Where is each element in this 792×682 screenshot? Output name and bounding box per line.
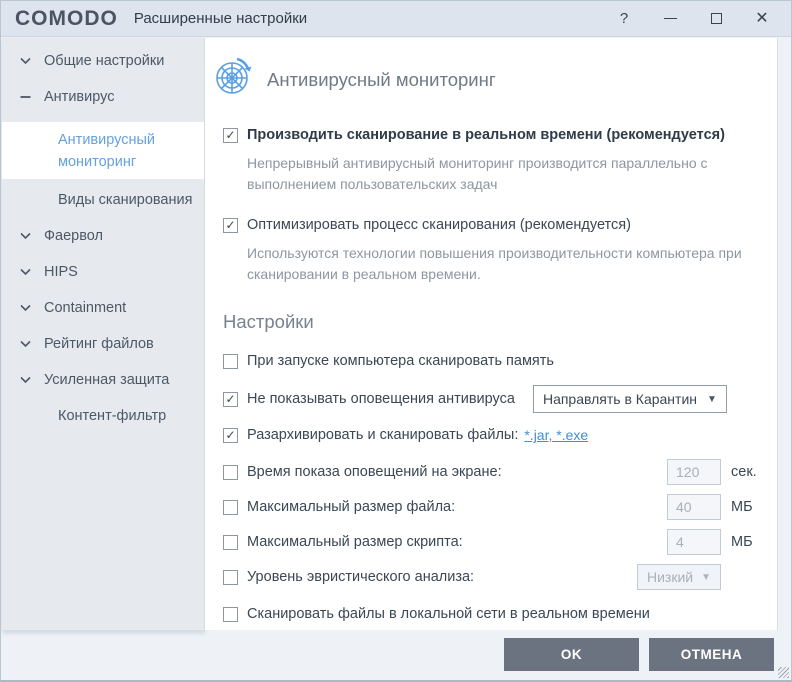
optimize-scan-row: [205, 217, 777, 233]
ok-button[interactable]: OK: [504, 638, 639, 671]
alert-time-checkbox[interactable]: [223, 465, 238, 480]
window-controls: [593, 6, 777, 32]
alert-time-input[interactable]: [667, 459, 721, 485]
heuristic-level-row: [205, 564, 777, 590]
network-scan-row: [205, 606, 777, 622]
chevron-down-icon: [20, 338, 32, 350]
sidebar-item-scan-types[interactable]: [2, 189, 204, 210]
checkmark-icon: ✓: [225, 128, 236, 142]
title-bar: [1, 1, 791, 37]
max-file-size-row: [205, 494, 777, 520]
max-file-size-unit: МБ: [731, 499, 753, 515]
sidebar-item-label: Containment: [44, 299, 127, 316]
no-alerts-label: Не показывать оповещения антивируса: [247, 391, 515, 407]
sidebar-item-antivirus-monitoring[interactable]: [2, 122, 204, 179]
cancel-button[interactable]: ОТМЕНА: [649, 638, 774, 671]
minimize-icon: [664, 18, 677, 19]
unpack-scan-row: [205, 427, 777, 443]
memory-scan-row: [205, 353, 777, 369]
memory-scan-checkbox[interactable]: [223, 354, 238, 369]
minimize-button[interactable]: [655, 6, 685, 32]
quarantine-action-dropdown[interactable]: [533, 385, 727, 413]
alert-time-unit: сек.: [731, 464, 757, 480]
max-file-size-label: Максимальный размер файла:: [247, 499, 456, 515]
close-button[interactable]: [747, 6, 777, 32]
max-script-size-checkbox[interactable]: [223, 535, 238, 550]
sidebar-item-label: Общие настройки: [44, 52, 165, 69]
heuristic-level-value: Низкий: [646, 569, 694, 585]
chevron-down-icon: [20, 302, 32, 314]
sidebar-item-label: Усиленная защита: [44, 371, 170, 388]
realtime-scan-label: Производить сканирование в реальном времени (рекомендуется): [247, 127, 725, 143]
sidebar-item-file-rating[interactable]: [2, 333, 204, 354]
help-button[interactable]: [609, 6, 639, 32]
max-script-size-label: Максимальный размер скрипта:: [247, 534, 463, 550]
sidebar-item-general-settings[interactable]: [2, 50, 204, 71]
window-title: Расширенные настройки: [133, 10, 308, 27]
no-alerts-checkbox[interactable]: [223, 392, 238, 407]
optimize-scan-label: Оптимизировать процесс сканирования (рекомендуется): [247, 217, 631, 233]
sidebar-item-label: Антивирусный мониторинг: [58, 132, 155, 170]
unpack-scan-checkbox[interactable]: [223, 428, 238, 443]
quarantine-action-value: Направлять в Карантин: [542, 391, 698, 407]
main-content: [205, 38, 778, 630]
sidebar-item-antivirus[interactable]: [2, 86, 204, 107]
alert-time-row: [205, 459, 777, 485]
checkmark-icon: ✓: [225, 392, 236, 406]
max-file-size-input[interactable]: [667, 494, 721, 520]
heuristic-level-checkbox[interactable]: [223, 570, 238, 585]
memory-scan-label: При запуске компьютера сканировать память: [247, 353, 554, 369]
alert-time-label: Время показа оповещений на экране:: [247, 464, 502, 480]
optimize-scan-description: Используются технологии повышения производительности компьютера при сканировании в реальном времени.: [247, 245, 742, 282]
sidebar-item-label: Фаервол: [44, 227, 103, 244]
sidebar-item-firewall[interactable]: [2, 225, 204, 246]
page-title: Антивирусный мониторинг: [267, 68, 496, 90]
no-alerts-row: [205, 385, 777, 413]
realtime-scan-checkbox[interactable]: [223, 128, 238, 143]
minus-icon: [20, 91, 32, 103]
realtime-scan-description: Непрерывный антивирусный мониторинг производится параллельно с выполнением пользовательских задач: [247, 155, 708, 192]
file-types-link[interactable]: *.jar, *.exe: [524, 427, 589, 443]
chevron-down-icon: [20, 230, 32, 242]
chevron-down-icon: [20, 374, 32, 386]
chevron-down-icon: [20, 266, 32, 278]
network-scan-checkbox[interactable]: [223, 607, 238, 622]
max-script-size-unit: МБ: [731, 534, 753, 550]
sidebar-item-content-filter[interactable]: [2, 405, 204, 426]
sidebar-item-advanced-protection[interactable]: [2, 369, 204, 390]
sidebar-item-containment[interactable]: [2, 297, 204, 318]
page-header: [205, 38, 777, 103]
settings-section-heading: Настройки: [223, 311, 314, 332]
max-script-size-input[interactable]: [667, 529, 721, 555]
help-icon: ?: [619, 10, 629, 27]
realtime-scan-icon: [213, 56, 255, 103]
dropdown-arrow-icon: ▼: [701, 571, 711, 583]
maximize-icon: [711, 13, 722, 24]
resize-grip[interactable]: [778, 667, 789, 678]
close-icon: ✕: [755, 9, 769, 27]
realtime-scan-row: [205, 127, 777, 143]
unpack-scan-label: Разархивировать и сканировать файлы:: [247, 427, 519, 443]
comodo-logo: COMODO: [15, 6, 118, 30]
maximize-button[interactable]: [701, 6, 731, 32]
heuristic-level-dropdown[interactable]: [637, 564, 721, 590]
sidebar-item-hips[interactable]: [2, 261, 204, 282]
settings-sidebar: [2, 38, 205, 630]
heuristic-level-label: Уровень эвристического анализа:: [247, 569, 475, 585]
optimize-scan-checkbox[interactable]: [223, 218, 238, 233]
max-script-size-row: [205, 529, 777, 555]
sidebar-item-label: Антивирус: [44, 88, 115, 105]
chevron-down-icon: [20, 55, 32, 67]
sidebar-item-label: Рейтинг файлов: [44, 335, 154, 352]
network-scan-label: Сканировать файлы в локальной сети в реальном времени: [247, 606, 650, 622]
checkmark-icon: ✓: [225, 428, 236, 442]
sidebar-item-label: HIPS: [44, 263, 78, 280]
sidebar-item-label: Виды сканирования: [58, 191, 193, 208]
max-file-size-checkbox[interactable]: [223, 500, 238, 515]
checkmark-icon: ✓: [225, 218, 236, 232]
dropdown-arrow-icon: ▼: [707, 393, 717, 405]
sidebar-item-label: Контент-фильтр: [58, 407, 167, 424]
